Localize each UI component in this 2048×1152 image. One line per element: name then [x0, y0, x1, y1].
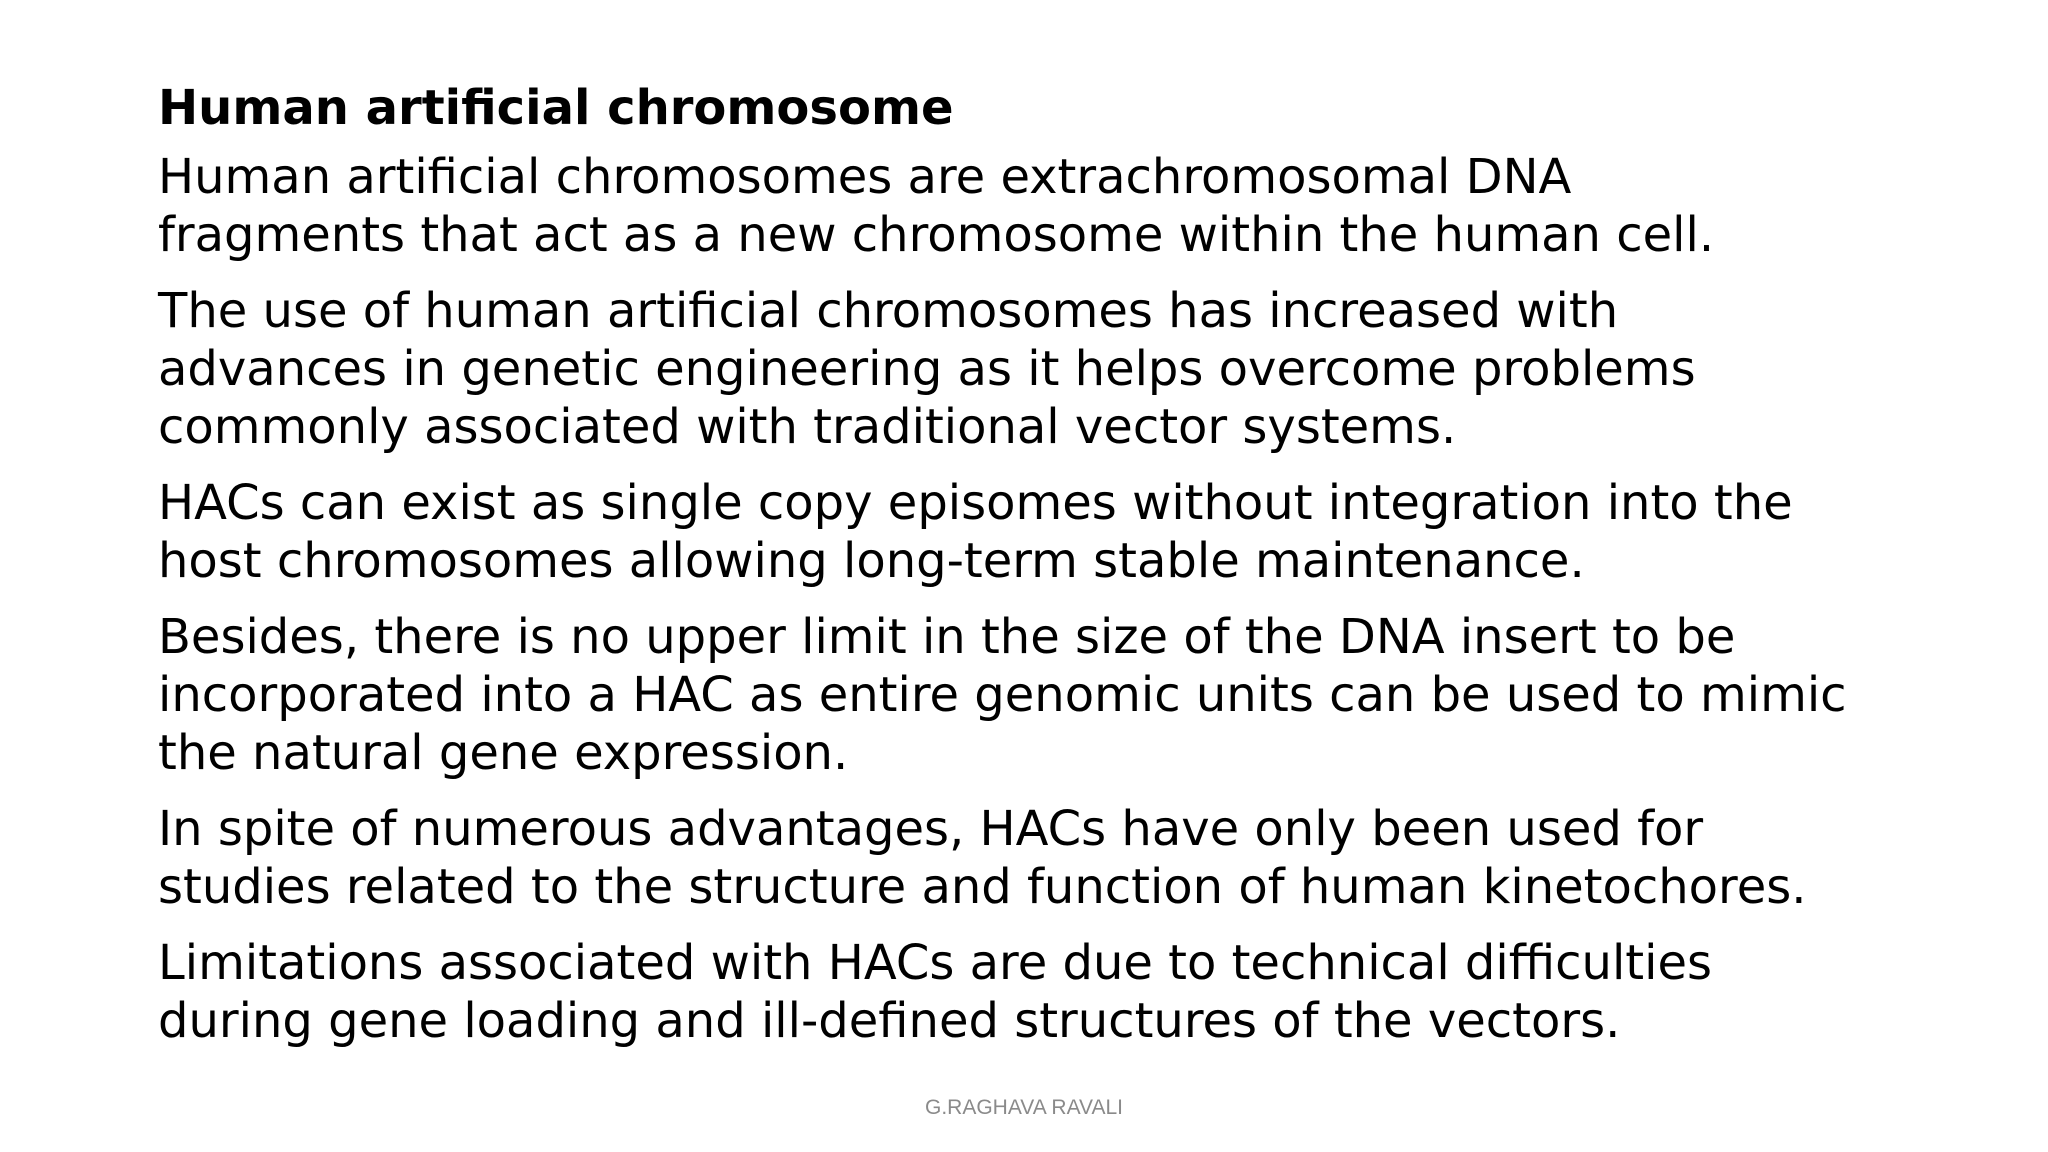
slide-content: [158, 78, 1918, 1068]
paragraph-line: HACs can exist as single copy episomes without integration into the: [158, 475, 1793, 531]
paragraph-line: incorporated into a HAC as entire genomic units can be used to mimic: [158, 667, 1847, 723]
paragraph-line: studies related to the structure and function of human kinetochores.: [158, 859, 1807, 915]
paragraph-6: [158, 934, 1918, 1050]
paragraph-line: advances in genetic engineering as it helps overcome problems: [158, 341, 1696, 397]
paragraph-line: during gene loading and ill-defined structures of the vectors.: [158, 993, 1621, 1049]
paragraph-line: Human artificial chromosomes are extrachromosomal DNA: [158, 149, 1572, 205]
paragraph-line: Besides, there is no upper limit in the size of the DNA insert to be: [158, 609, 1736, 665]
paragraph-line: The use of human artificial chromosomes has increased with: [158, 283, 1619, 339]
slide-title: Human artificial chromosome: [158, 80, 954, 136]
slide-footer: G.RAGHAVA RAVALI: [924, 1096, 1123, 1119]
paragraph-line: commonly associated with traditional vector systems.: [158, 399, 1457, 455]
paragraph-line: Limitations associated with HACs are due to technical difficulties: [158, 935, 1712, 991]
paragraph-line: In spite of numerous advantages, HACs have only been used for: [158, 801, 1704, 857]
paragraph-4: [158, 608, 1918, 782]
paragraph-line: the natural gene expression.: [158, 725, 849, 781]
paragraph-3: [158, 474, 1918, 590]
paragraph-line: fragments that act as a new chromosome within the human cell.: [158, 207, 1715, 263]
paragraph-2: [158, 282, 1918, 456]
paragraph-1: [158, 148, 1918, 264]
paragraph-5: [158, 800, 1918, 916]
paragraph-line: host chromosomes allowing long-term stable maintenance.: [158, 533, 1585, 589]
